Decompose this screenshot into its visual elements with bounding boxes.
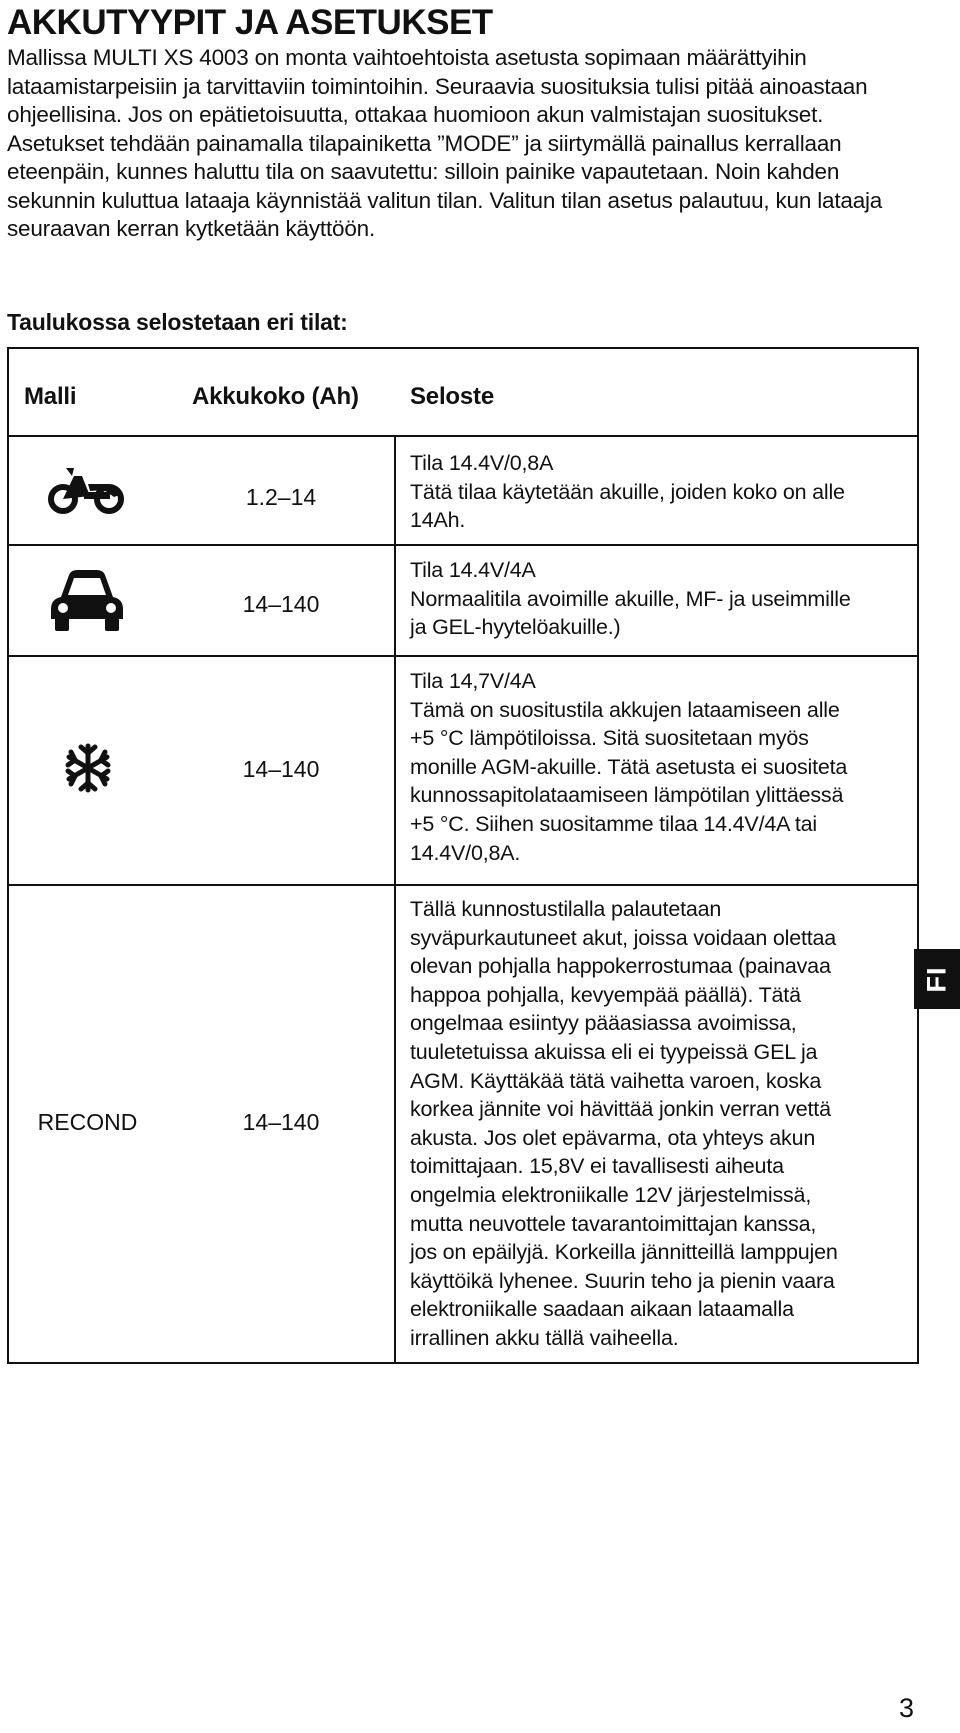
page-title: AKKUTYYPIT JA ASETUKSET: [7, 3, 493, 42]
modes-table: [7, 347, 919, 1364]
intro-text: [7, 44, 907, 244]
size-value: 14–140: [242, 756, 320, 782]
column-header-desc: Seloste: [410, 383, 494, 410]
header-divider: [9, 435, 917, 437]
desc-line: ongelmia elektroniikalle 12V järjestelmissä,: [410, 1182, 812, 1207]
desc-line: syväpurkautuneet akut, joissa voidaan olettaa: [410, 925, 837, 950]
desc-line: happoa pohjalla, kevyempää päällä). Tätä: [410, 982, 801, 1007]
desc-line: ja GEL-hyytelöakuille.): [410, 615, 621, 640]
mode-description: [410, 449, 890, 535]
language-tab-label: FI: [921, 966, 952, 992]
row-divider: [9, 544, 917, 546]
intro-paragraph-2: Asetukset tehdään painamalla tilapainiketta ”MODE” ja siirtymällä painallus kerrallaan eteenpäin, kunnes haluttu tila on saavutettu: silloin painike vapautetaan. Noin kahden sekunnin kuluttua lataaja käynnistää valitun tilan. Valitun tilan asetus palautuu, kun lataaja seuraavan kerran kytketään käyttöön.: [7, 130, 883, 241]
table-caption: Taulukossa selostetaan eri tilat:: [7, 309, 348, 335]
mode-description: [410, 556, 890, 642]
size-value: 14–140: [242, 1109, 320, 1135]
desc-line: elektroniikalle saadaan aikaan lataamalla: [410, 1297, 794, 1322]
desc-line: jos on epäilyjä. Korkeilla jännitteillä lamppujen: [410, 1240, 838, 1265]
mode-description: [410, 667, 890, 867]
row-divider: [9, 884, 917, 886]
desc-line: akusta. Jos olet epävarma, ota yhteys akun: [410, 1125, 816, 1150]
column-header-size: Akkukoko (Ah): [192, 383, 359, 410]
intro-paragraph-1: Mallissa MULTI XS 4003 on monta vaihtoehtoista asetusta sopimaan määrättyihin lataamistarpeisiin ja tarvittaviin toimintoihin. Seuraavia suosituksia tulisi pitää ainoastaan ohjeellisina. Jos on epätietoisuutta, ottakaa huomioon akun valmistajan suositukset.: [7, 45, 868, 127]
motorcycle-icon: [44, 464, 128, 516]
row-divider: [9, 655, 917, 657]
mode-label-recond: RECOND: [37, 1109, 138, 1135]
car-icon: [47, 567, 127, 633]
desc-line: monille AGM-akuille. Tätä asetusta ei suositeta: [410, 754, 848, 779]
column-header-model: Malli: [24, 383, 77, 410]
desc-line: +5 °C lämpötiloissa. Sitä suositetaan myös: [410, 726, 809, 751]
size-value: 14–140: [242, 591, 320, 617]
desc-line: ongelmaa esiintyy pääasiassa avoimissa,: [410, 1011, 797, 1036]
desc-line: 14.4V/0,8A.: [410, 840, 521, 865]
desc-line: tuuletetuissa akuissa eli ei tyypeissä GEL ja: [410, 1039, 818, 1064]
desc-line: 14Ah.: [410, 508, 466, 533]
language-tab: [914, 949, 960, 1009]
desc-line: kunnossapitolataamiseen lämpötilan ylittäessä: [410, 783, 844, 808]
desc-line: irrallinen akku tällä vaiheella.: [410, 1325, 679, 1350]
snowflake-icon: [64, 742, 112, 794]
desc-line: Tila 14.4V/4A: [410, 558, 536, 582]
desc-line: Tämä on suositustila akkujen lataamiseen alle: [410, 697, 840, 722]
size-value: 1.2–14: [245, 484, 317, 510]
desc-line: mutta neuvottele tavarantoimittajan kanssa,: [410, 1211, 817, 1236]
desc-line: Normaalitila avoimille akuille, MF- ja useimmille: [410, 586, 851, 611]
desc-line: toimittajaan. 15,8V ei tavallisesti aiheuta: [410, 1154, 784, 1179]
column-divider: [394, 437, 396, 1362]
desc-line: +5 °C. Siihen suositamme tilaa 14.4V/4A tai: [410, 811, 817, 836]
desc-line: Tällä kunnostustilalla palautetaan: [410, 897, 722, 921]
desc-line: Tätä tilaa käytetään akuille, joiden koko on alle: [410, 479, 845, 504]
desc-line: Tila 14,7V/4A: [410, 669, 536, 693]
desc-line: Tila 14.4V/0,8A: [410, 451, 554, 475]
page-number: 3: [899, 1693, 915, 1723]
mode-description: [410, 895, 890, 1353]
desc-line: AGM. Käyttäkää tätä vaihetta varoen, koska: [410, 1068, 822, 1093]
desc-line: olevan pohjalla happokerrostumaa (painavaa: [410, 954, 831, 979]
desc-line: korkea jännite voi hävittää jonkin verran vettä: [410, 1097, 831, 1122]
desc-line: käyttöikä lyhenee. Suurin teho ja pienin vaara: [410, 1268, 835, 1293]
